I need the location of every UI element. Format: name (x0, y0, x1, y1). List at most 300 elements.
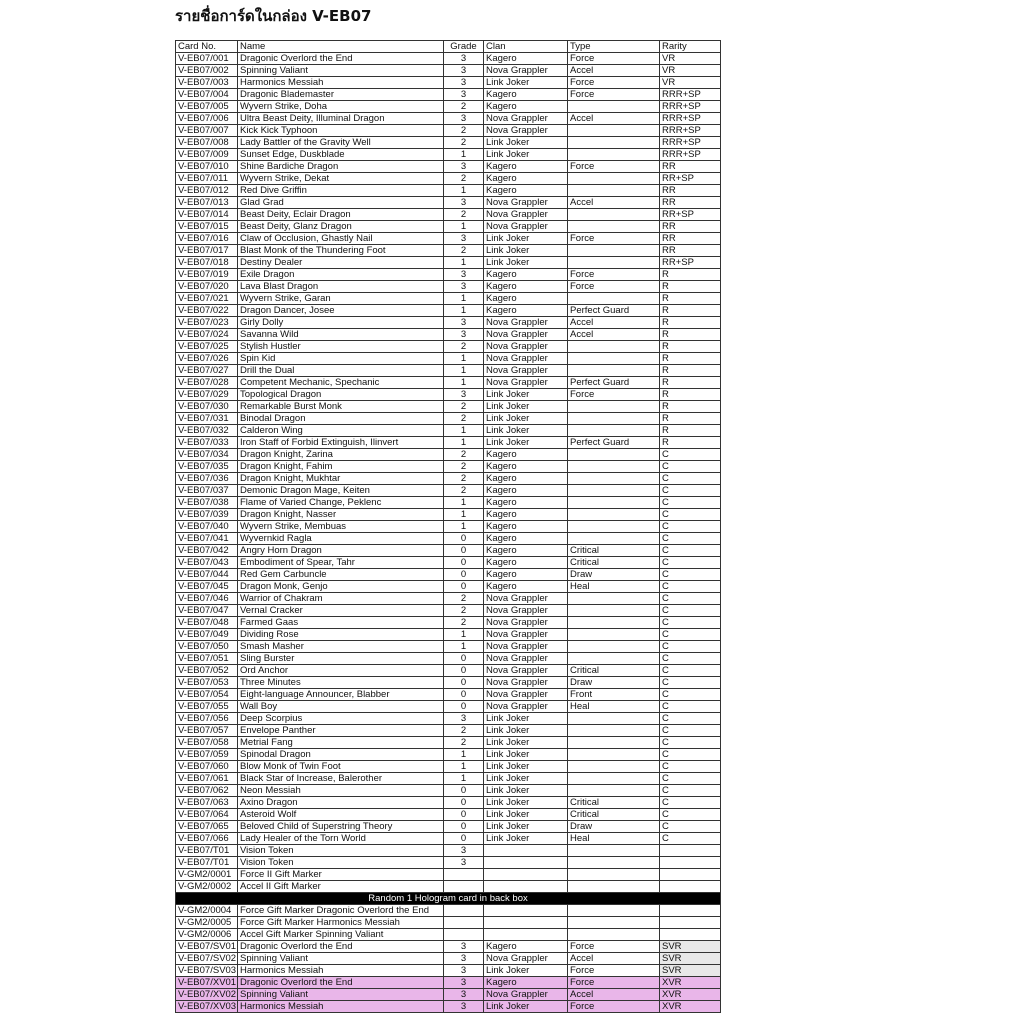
grade-cell: 1 (444, 353, 484, 365)
type-cell: Accel (568, 113, 660, 125)
grade-cell: 1 (444, 497, 484, 509)
name-cell: Lady Healer of the Torn World (238, 833, 444, 845)
name-cell: Spinodal Dragon (238, 749, 444, 761)
rarity-cell: RR (660, 233, 721, 245)
grade-cell (444, 929, 484, 941)
grade-cell: 1 (444, 521, 484, 533)
grade-cell: 0 (444, 809, 484, 821)
name-cell: Dragonic Blademaster (238, 89, 444, 101)
card-no-cell: V-EB07/035 (176, 461, 238, 473)
card-no-cell: V-EB07/033 (176, 437, 238, 449)
rarity-cell: Rarity (660, 41, 721, 53)
type-cell (568, 653, 660, 665)
rarity-cell: R (660, 437, 721, 449)
rarity-cell: XVR (660, 977, 721, 989)
card-no-cell: V-EB07/064 (176, 809, 238, 821)
card-no-cell: V-EB07/060 (176, 761, 238, 773)
table-row (176, 221, 721, 233)
card-no-cell: V-GM2/0002 (176, 881, 238, 893)
name-cell: Competent Mechanic, Spechanic (238, 377, 444, 389)
table-row (176, 89, 721, 101)
rarity-cell: C (660, 713, 721, 725)
name-cell: Red Dive Griffin (238, 185, 444, 197)
table-row (176, 53, 721, 65)
table-row (176, 377, 721, 389)
grade-cell: 3 (444, 233, 484, 245)
card-no-cell: V-EB07/024 (176, 329, 238, 341)
clan-cell: Link Joker (484, 785, 568, 797)
name-cell: Dragon Knight, Nasser (238, 509, 444, 521)
name-cell: Deep Scorpius (238, 713, 444, 725)
clan-cell (484, 905, 568, 917)
grade-cell: 3 (444, 1001, 484, 1013)
clan-cell: Link Joker (484, 749, 568, 761)
type-cell: Heal (568, 701, 660, 713)
grade-cell: 0 (444, 545, 484, 557)
table-row (176, 845, 721, 857)
grade-cell: 0 (444, 569, 484, 581)
grade-cell: 2 (444, 401, 484, 413)
clan-cell: Kagero (484, 293, 568, 305)
rarity-cell: RR (660, 245, 721, 257)
rarity-cell (660, 917, 721, 929)
rarity-cell: C (660, 821, 721, 833)
card-no-cell: V-EB07/063 (176, 797, 238, 809)
rarity-cell: RR (660, 221, 721, 233)
type-cell (568, 101, 660, 113)
card-no-cell: V-EB07/003 (176, 77, 238, 89)
clan-cell: Nova Grappler (484, 221, 568, 233)
grade-cell: 3 (444, 197, 484, 209)
name-cell: Farmed Gaas (238, 617, 444, 629)
name-cell: Dragonic Overlord the End (238, 977, 444, 989)
type-cell: Accel (568, 317, 660, 329)
table-row (176, 617, 721, 629)
type-cell (568, 209, 660, 221)
name-cell: Beloved Child of Superstring Theory (238, 821, 444, 833)
name-cell: Force Gift Marker Dragonic Overlord the End (238, 905, 444, 917)
clan-cell: Link Joker (484, 833, 568, 845)
card-no-cell: V-EB07/053 (176, 677, 238, 689)
type-cell: Force (568, 161, 660, 173)
card-no-cell: V-EB07/013 (176, 197, 238, 209)
grade-cell: 1 (444, 365, 484, 377)
table-row (176, 749, 721, 761)
table-row (176, 65, 721, 77)
type-cell: Perfect Guard (568, 437, 660, 449)
name-cell: Kick Kick Typhoon (238, 125, 444, 137)
grade-cell: 3 (444, 269, 484, 281)
table-row (176, 281, 721, 293)
grade-cell: 2 (444, 245, 484, 257)
clan-cell: Kagero (484, 497, 568, 509)
table-row (176, 869, 721, 881)
name-cell: Blast Monk of the Thundering Foot (238, 245, 444, 257)
card-no-cell: V-EB07/051 (176, 653, 238, 665)
type-cell (568, 869, 660, 881)
table-row (176, 485, 721, 497)
card-no-cell: V-EB07/018 (176, 257, 238, 269)
table-row (176, 389, 721, 401)
grade-cell: 3 (444, 89, 484, 101)
card-no-cell: V-EB07/011 (176, 173, 238, 185)
table-row (176, 245, 721, 257)
card-no-cell: V-EB07/046 (176, 593, 238, 605)
clan-cell: Nova Grappler (484, 701, 568, 713)
rarity-cell: RRR+SP (660, 149, 721, 161)
table-row (176, 737, 721, 749)
type-cell: Heal (568, 833, 660, 845)
clan-cell (484, 929, 568, 941)
card-no-cell: V-EB07/001 (176, 53, 238, 65)
rarity-cell: C (660, 689, 721, 701)
rarity-cell: C (660, 593, 721, 605)
type-cell (568, 605, 660, 617)
table-row (176, 953, 721, 965)
rarity-cell: RR+SP (660, 209, 721, 221)
grade-cell: 3 (444, 989, 484, 1001)
table-row (176, 857, 721, 869)
name-cell: Topological Dragon (238, 389, 444, 401)
card-no-cell: V-EB07/019 (176, 269, 238, 281)
type-cell (568, 137, 660, 149)
table-row (176, 329, 721, 341)
clan-cell: Nova Grappler (484, 329, 568, 341)
table-row (176, 257, 721, 269)
name-cell: Accel Gift Marker Spinning Valiant (238, 929, 444, 941)
card-no-cell: V-EB07/023 (176, 317, 238, 329)
rarity-cell: R (660, 305, 721, 317)
card-no-cell: V-EB07/056 (176, 713, 238, 725)
clan-cell: Link Joker (484, 245, 568, 257)
type-cell (568, 293, 660, 305)
rarity-cell: VR (660, 53, 721, 65)
card-no-cell: V-EB07/T01 (176, 845, 238, 857)
grade-cell: 2 (444, 173, 484, 185)
clan-cell: Nova Grappler (484, 605, 568, 617)
grade-cell: 2 (444, 101, 484, 113)
card-no-cell: V-EB07/030 (176, 401, 238, 413)
rarity-cell: RRR+SP (660, 113, 721, 125)
table-row (176, 881, 721, 893)
rarity-cell: XVR (660, 1001, 721, 1013)
name-cell: Glad Grad (238, 197, 444, 209)
clan-cell (484, 917, 568, 929)
name-cell: Iron Staff of Forbid Extinguish, Ilinvert (238, 437, 444, 449)
type-cell (568, 617, 660, 629)
card-no-cell: V-EB07/045 (176, 581, 238, 593)
type-cell: Force (568, 281, 660, 293)
type-cell (568, 365, 660, 377)
name-cell: Harmonics Messiah (238, 965, 444, 977)
clan-cell: Nova Grappler (484, 953, 568, 965)
clan-cell: Kagero (484, 89, 568, 101)
type-cell: Accel (568, 953, 660, 965)
table-row (176, 533, 721, 545)
card-no-cell: V-EB07/021 (176, 293, 238, 305)
table-row (176, 593, 721, 605)
table-row (176, 545, 721, 557)
type-cell: Draw (568, 569, 660, 581)
table-row (176, 833, 721, 845)
type-cell: Force (568, 233, 660, 245)
table-row (176, 713, 721, 725)
table-row (176, 509, 721, 521)
clan-cell: Kagero (484, 269, 568, 281)
card-no-cell: V-EB07/041 (176, 533, 238, 545)
clan-cell (484, 845, 568, 857)
rarity-cell (660, 857, 721, 869)
grade-cell: 3 (444, 965, 484, 977)
rarity-cell: C (660, 749, 721, 761)
type-cell: Accel (568, 989, 660, 1001)
card-no-cell: V-EB07/052 (176, 665, 238, 677)
table-row (176, 569, 721, 581)
grade-cell: 3 (444, 845, 484, 857)
grade-cell: 2 (444, 725, 484, 737)
type-cell: Force (568, 965, 660, 977)
table-row (176, 1001, 721, 1013)
name-cell: Wyvernkid Ragla (238, 533, 444, 545)
rarity-cell: SVR (660, 965, 721, 977)
grade-cell: 2 (444, 605, 484, 617)
table-row (176, 449, 721, 461)
card-list-table (175, 40, 721, 1013)
clan-cell: Link Joker (484, 137, 568, 149)
rarity-cell: RR (660, 161, 721, 173)
clan-cell: Kagero (484, 509, 568, 521)
name-cell: Claw of Occlusion, Ghastly Nail (238, 233, 444, 245)
type-cell (568, 149, 660, 161)
clan-cell: Clan (484, 41, 568, 53)
type-cell: Critical (568, 665, 660, 677)
card-no-cell: V-EB07/061 (176, 773, 238, 785)
table-row (176, 785, 721, 797)
type-cell (568, 401, 660, 413)
name-cell: Ultra Beast Deity, Illuminal Dragon (238, 113, 444, 125)
name-cell: Beast Deity, Eclair Dragon (238, 209, 444, 221)
grade-cell: Grade (444, 41, 484, 53)
clan-cell: Link Joker (484, 809, 568, 821)
name-cell: Harmonics Messiah (238, 77, 444, 89)
table-row (176, 905, 721, 917)
rarity-cell (660, 929, 721, 941)
grade-cell: 3 (444, 329, 484, 341)
clan-cell: Nova Grappler (484, 989, 568, 1001)
clan-cell: Link Joker (484, 725, 568, 737)
type-cell (568, 521, 660, 533)
name-cell: Flame of Varied Change, Peklenc (238, 497, 444, 509)
table-row (176, 929, 721, 941)
grade-cell (444, 869, 484, 881)
clan-cell: Kagero (484, 545, 568, 557)
rarity-cell: C (660, 665, 721, 677)
type-cell: Force (568, 89, 660, 101)
card-no-cell: V-EB07/031 (176, 413, 238, 425)
grade-cell: 1 (444, 185, 484, 197)
table-row (176, 233, 721, 245)
type-cell (568, 509, 660, 521)
card-no-cell: V-EB07/008 (176, 137, 238, 149)
rarity-cell: C (660, 725, 721, 737)
grade-cell: 3 (444, 65, 484, 77)
card-no-cell: V-EB07/037 (176, 485, 238, 497)
card-no-cell: V-EB07/047 (176, 605, 238, 617)
rarity-cell: C (660, 833, 721, 845)
grade-cell: 0 (444, 653, 484, 665)
rarity-cell: C (660, 785, 721, 797)
table-row (176, 437, 721, 449)
table-row (176, 161, 721, 173)
card-no-cell: V-EB07/XV02 (176, 989, 238, 1001)
clan-cell: Link Joker (484, 233, 568, 245)
clan-cell: Kagero (484, 569, 568, 581)
rarity-cell: C (660, 809, 721, 821)
type-cell: Force (568, 977, 660, 989)
grade-cell: 0 (444, 785, 484, 797)
type-cell (568, 593, 660, 605)
page-title: รายชื่อการ์ดในกล่อง V-EB07 (175, 7, 372, 25)
clan-cell: Link Joker (484, 821, 568, 833)
name-cell: Warrior of Chakram (238, 593, 444, 605)
clan-cell: Nova Grappler (484, 377, 568, 389)
clan-cell: Nova Grappler (484, 677, 568, 689)
card-no-cell: V-EB07/017 (176, 245, 238, 257)
clan-cell (484, 857, 568, 869)
type-cell (568, 185, 660, 197)
clan-cell: Kagero (484, 977, 568, 989)
card-no-cell: V-EB07/XV01 (176, 977, 238, 989)
grade-cell: 3 (444, 857, 484, 869)
rarity-cell: R (660, 365, 721, 377)
grade-cell: 1 (444, 149, 484, 161)
rarity-cell: C (660, 641, 721, 653)
name-cell: Wyvern Strike, Dekat (238, 173, 444, 185)
card-no-cell: V-EB07/SV02 (176, 953, 238, 965)
type-cell (568, 413, 660, 425)
rarity-cell: RRR+SP (660, 101, 721, 113)
name-cell: Vernal Cracker (238, 605, 444, 617)
name-cell: Force Gift Marker Harmonics Messiah (238, 917, 444, 929)
rarity-cell: RR+SP (660, 173, 721, 185)
grade-cell: 2 (444, 125, 484, 137)
rarity-cell: R (660, 293, 721, 305)
type-cell (568, 929, 660, 941)
grade-cell: 2 (444, 137, 484, 149)
type-cell: Accel (568, 197, 660, 209)
grade-cell: 3 (444, 161, 484, 173)
table-row (176, 101, 721, 113)
card-no-cell: Card No. (176, 41, 238, 53)
name-cell: Name (238, 41, 444, 53)
card-no-cell: V-EB07/057 (176, 725, 238, 737)
rarity-cell: C (660, 449, 721, 461)
name-cell: Binodal Dragon (238, 413, 444, 425)
card-no-cell: V-EB07/066 (176, 833, 238, 845)
rarity-cell: R (660, 389, 721, 401)
name-cell: Wyvern Strike, Doha (238, 101, 444, 113)
rarity-cell: R (660, 401, 721, 413)
grade-cell: 0 (444, 689, 484, 701)
type-cell (568, 257, 660, 269)
clan-cell: Link Joker (484, 737, 568, 749)
rarity-cell: C (660, 761, 721, 773)
grade-cell: 0 (444, 833, 484, 845)
name-cell: Wall Boy (238, 701, 444, 713)
rarity-cell: C (660, 701, 721, 713)
card-no-cell: V-EB07/044 (176, 569, 238, 581)
name-cell: Lava Blast Dragon (238, 281, 444, 293)
name-cell: Wyvern Strike, Membuas (238, 521, 444, 533)
type-cell (568, 341, 660, 353)
rarity-cell: RR (660, 197, 721, 209)
table-row (176, 149, 721, 161)
clan-cell: Nova Grappler (484, 629, 568, 641)
rarity-cell: SVR (660, 941, 721, 953)
rarity-cell: C (660, 569, 721, 581)
clan-cell: Kagero (484, 461, 568, 473)
clan-cell: Link Joker (484, 437, 568, 449)
type-cell (568, 245, 660, 257)
grade-cell: 2 (444, 737, 484, 749)
name-cell: Spinning Valiant (238, 65, 444, 77)
card-no-cell: V-EB07/040 (176, 521, 238, 533)
rarity-cell: SVR (660, 953, 721, 965)
card-no-cell: V-EB07/059 (176, 749, 238, 761)
card-no-cell: V-EB07/049 (176, 629, 238, 641)
clan-cell: Kagero (484, 581, 568, 593)
card-no-cell: V-EB07/SV03 (176, 965, 238, 977)
clan-cell: Kagero (484, 473, 568, 485)
grade-cell: 1 (444, 293, 484, 305)
type-cell (568, 773, 660, 785)
rarity-cell: R (660, 329, 721, 341)
table-row (176, 809, 721, 821)
card-no-cell: V-EB07/015 (176, 221, 238, 233)
rarity-cell: RR (660, 185, 721, 197)
grade-cell: 1 (444, 305, 484, 317)
type-cell: Accel (568, 329, 660, 341)
rarity-cell: C (660, 617, 721, 629)
clan-cell: Kagero (484, 305, 568, 317)
card-no-cell: V-EB07/T01 (176, 857, 238, 869)
clan-cell: Nova Grappler (484, 197, 568, 209)
rarity-cell (660, 869, 721, 881)
rarity-cell: R (660, 281, 721, 293)
table-row (176, 677, 721, 689)
type-cell (568, 725, 660, 737)
grade-cell: 3 (444, 977, 484, 989)
type-cell: Type (568, 41, 660, 53)
clan-cell: Kagero (484, 941, 568, 953)
rarity-cell: C (660, 509, 721, 521)
grade-cell: 3 (444, 281, 484, 293)
rarity-cell: RRR+SP (660, 137, 721, 149)
table-row (176, 641, 721, 653)
clan-cell: Nova Grappler (484, 689, 568, 701)
grade-cell: 2 (444, 209, 484, 221)
table-row (176, 353, 721, 365)
grade-cell: 0 (444, 797, 484, 809)
type-cell (568, 857, 660, 869)
table-row (176, 773, 721, 785)
table-row (176, 125, 721, 137)
table-row (176, 605, 721, 617)
table-row (176, 701, 721, 713)
rarity-cell: C (660, 557, 721, 569)
clan-cell: Kagero (484, 449, 568, 461)
grade-cell: 3 (444, 941, 484, 953)
